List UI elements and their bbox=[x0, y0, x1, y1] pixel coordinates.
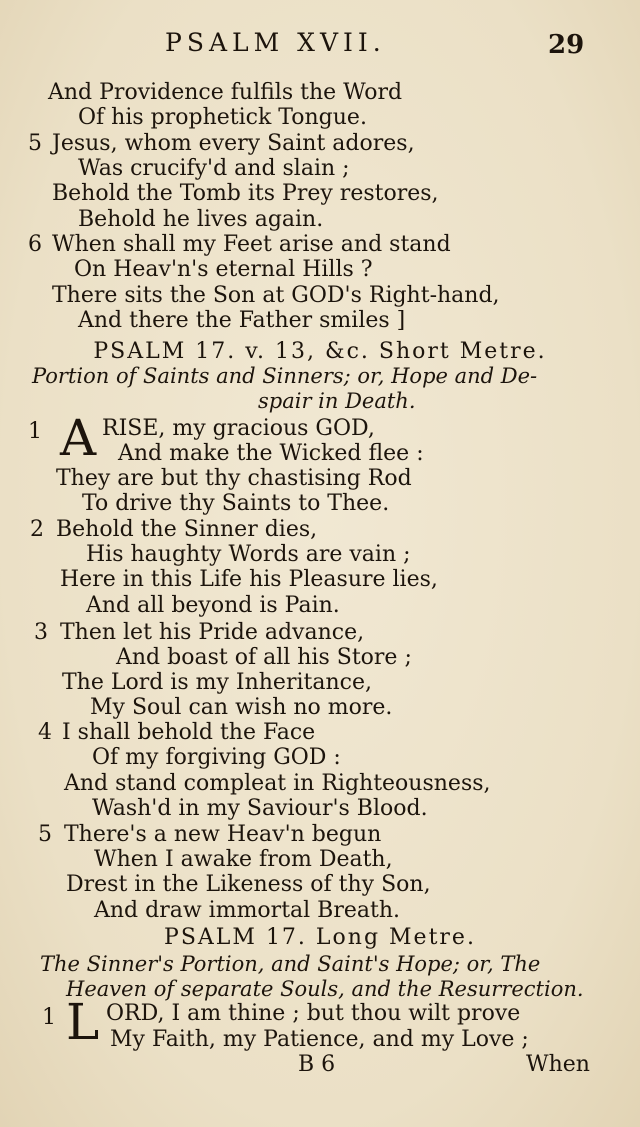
verse-line: When shall my Feet arise and stand bbox=[52, 232, 451, 257]
verse-line: They are but thy chastising Rod bbox=[56, 466, 412, 491]
stanza-number: 1 bbox=[42, 1005, 56, 1030]
psalm-title: PSALM 17. v. 13, &c. Short Metre. bbox=[93, 339, 547, 364]
verse-line: On Heav'n's eternal Hills ? bbox=[74, 257, 373, 282]
psalm-subtitle: Portion of Saints and Sinners; or, Hope and De- bbox=[32, 364, 538, 388]
verse-line: And all beyond is Pain. bbox=[86, 593, 340, 618]
verse-line: And draw immortal Breath. bbox=[94, 898, 401, 923]
verse-line: His haughty Words are vain ; bbox=[86, 542, 411, 567]
verse-line: Here in this Life his Pleasure lies, bbox=[60, 567, 438, 592]
psalm-subtitle: spair in Death. bbox=[258, 389, 416, 413]
verse-line: Behold the Tomb its Prey restores, bbox=[52, 181, 439, 206]
verse-line: Of his prophetick Tongue. bbox=[78, 105, 367, 130]
verse-line: And make the Wicked flee : bbox=[118, 441, 424, 466]
stanza-number: 3 bbox=[34, 620, 48, 645]
verse-line: Drest in the Likeness of thy Son, bbox=[66, 872, 431, 897]
verse-line: Behold he lives again. bbox=[78, 207, 324, 232]
verse-line: Wash'd in my Saviour's Blood. bbox=[92, 796, 428, 821]
drop-cap: A bbox=[60, 409, 97, 467]
verse-line: ORD, I am thine ; but thou wilt prove bbox=[106, 1001, 521, 1026]
psalm-subtitle: The Sinner's Portion, and Saint's Hope; or, The bbox=[40, 952, 541, 976]
verse-line: And stand compleat in Righteousness, bbox=[64, 771, 491, 796]
signature-mark: B 6 bbox=[298, 1052, 336, 1077]
stanza-number: 5 bbox=[28, 131, 42, 156]
verse-line: Then let his Pride advance, bbox=[60, 620, 365, 645]
psalm-subtitle: Heaven of separate Souls, and the Resurrection. bbox=[66, 977, 584, 1001]
psalm-title: PSALM 17. Long Metre. bbox=[164, 925, 476, 950]
verse-line: There sits the Son at GOD's Right-hand, bbox=[52, 283, 500, 308]
verse-line: Behold the Sinner dies, bbox=[56, 517, 318, 542]
verse-line: And Providence fulfils the Word bbox=[48, 80, 403, 105]
verse-line: RISE, my gracious GOD, bbox=[102, 416, 375, 441]
page-header bbox=[0, 28, 640, 62]
stanza-number: 1 bbox=[28, 419, 42, 444]
verse-line: The Lord is my Inheritance, bbox=[62, 670, 372, 695]
verse-line: I shall behold the Face bbox=[62, 720, 316, 745]
stanza-number: 5 bbox=[38, 822, 52, 847]
page-footer bbox=[0, 1052, 640, 1082]
drop-cap: L bbox=[66, 993, 100, 1051]
verse-line: My Soul can wish no more. bbox=[90, 695, 393, 720]
catchword: When bbox=[526, 1052, 590, 1077]
verse-line: Jesus, whom every Saint adores, bbox=[52, 131, 415, 156]
page-number: 29 bbox=[548, 30, 585, 60]
running-head: PSALM XVII. bbox=[165, 28, 386, 57]
verse-line: My Faith, my Patience, and my Love ; bbox=[110, 1027, 529, 1052]
stanza-number: 4 bbox=[38, 720, 52, 745]
verse-line: To drive thy Saints to Thee. bbox=[82, 491, 390, 516]
verse-line: And boast of all his Store ; bbox=[116, 645, 412, 670]
verse-line: Of my forgiving GOD : bbox=[92, 745, 341, 770]
stanza-number: 6 bbox=[28, 232, 42, 257]
stanza-number: 2 bbox=[30, 517, 44, 542]
verse-line: When I awake from Death, bbox=[94, 847, 393, 872]
verse-line: Was crucify'd and slain ; bbox=[78, 156, 350, 181]
verse-line: There's a new Heav'n begun bbox=[64, 822, 382, 847]
verse-line: And there the Father smiles ] bbox=[78, 308, 406, 333]
